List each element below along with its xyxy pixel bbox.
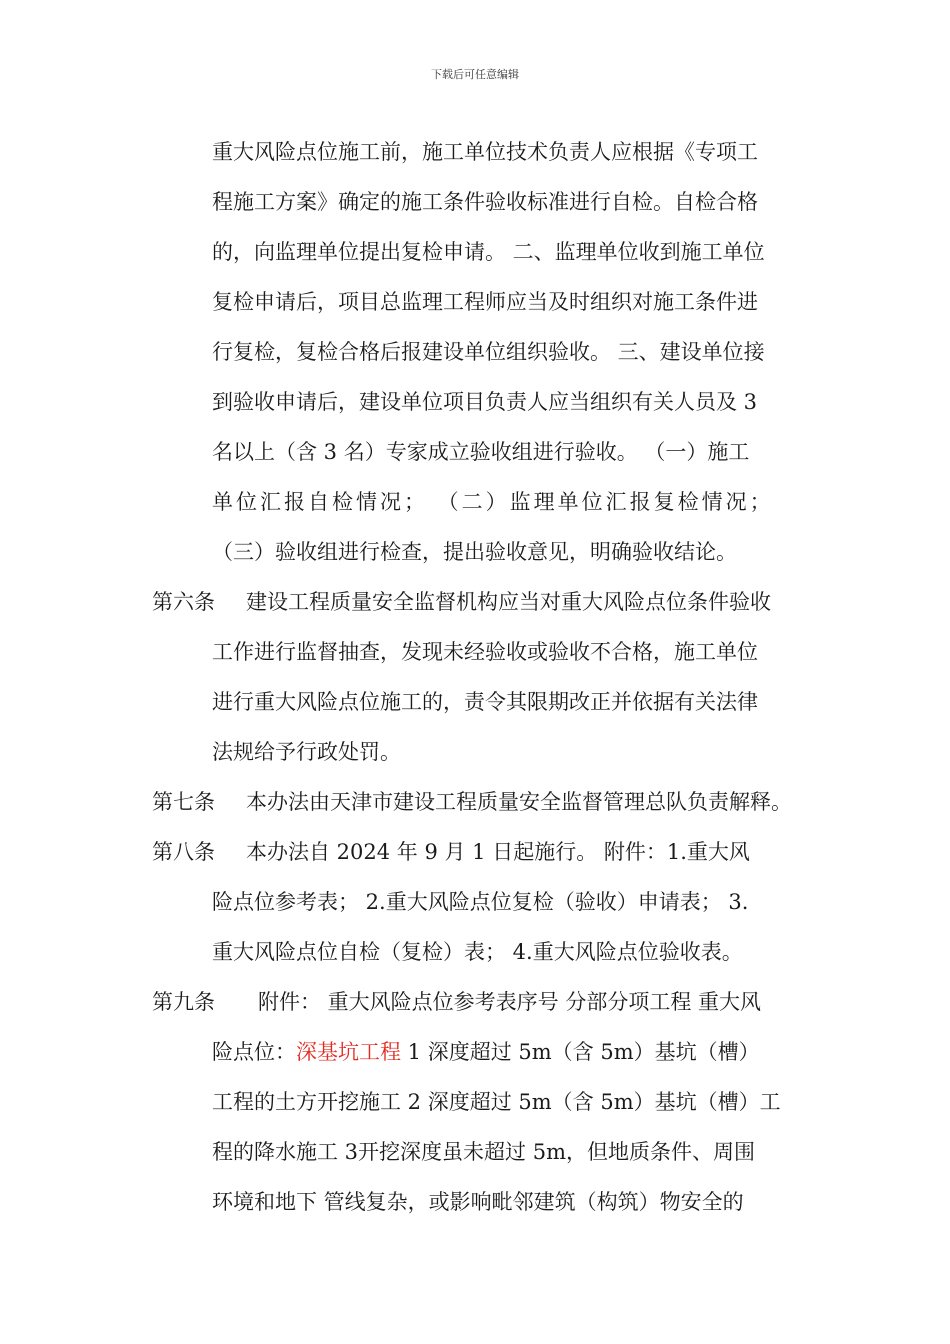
body-line: 重大风险点位施工前，施工单位技术负责人应根据《专项工 <box>212 140 758 164</box>
article-9-line: 环境和地下 管线复杂，或影响毗邻建筑（构筑）物安全的 <box>212 1190 744 1214</box>
article-9-line: 附件： 重大风险点位参考表序号 分部分项工程 重大风 <box>258 990 762 1014</box>
article-7-line: 本办法由天津市建设工程质量安全监督管理总队负责解释。 <box>246 790 792 814</box>
body-line: （三）验收组进行检查，提出验收意见，明确验收结论。 <box>212 540 737 564</box>
article-9-line-prefix: 险点位： <box>212 1040 296 1064</box>
article-8-label: 第八条 <box>152 840 215 864</box>
article-9-line: 工程的土方开挖施工 2 深度超过 5m（含 5m）基坑（槽）工 <box>212 1090 781 1114</box>
highlighted-term: 深基坑工程 <box>296 1040 401 1064</box>
body-line: 到验收申请后，建设单位项目负责人应当组织有关人员及 3 <box>212 390 758 414</box>
article-9-label: 第九条 <box>152 990 215 1014</box>
article-6-line: 建设工程质量安全监督机构应当对重大风险点位条件验收 <box>246 590 771 614</box>
article-6-label: 第六条 <box>152 590 215 614</box>
article-7-label: 第七条 <box>152 790 215 814</box>
article-8-line: 重大风险点位自检（复检）表； 4.重大风险点位验收表。 <box>212 940 743 964</box>
article-6-line: 工作进行监督抽查，发现未经验收或验收不合格，施工单位 <box>212 640 758 664</box>
page-header: 下载后可任意编辑 <box>431 68 519 81</box>
article-6-line: 法规给予行政处罚。 <box>212 740 401 764</box>
body-line: 复检申请后，项目总监理工程师应当及时组织对施工条件进 <box>212 290 758 314</box>
body-line: 程施工方案》确定的施工条件验收标准进行自检。自检合格 <box>212 190 758 214</box>
article-9-line: 程的降水施工 3开挖深度虽未超过 5m，但地质条件、周围 <box>212 1140 755 1164</box>
article-8-line: 本办法自 2024 年 9 月 1 日起施行。 附件：1.重大风 <box>246 840 750 864</box>
body-line: 的，向监理单位提出复检申请。 二、监理单位收到施工单位 <box>212 240 765 264</box>
body-line: 行复检，复检合格后报建设单位组织验收。 三、建设单位接 <box>212 340 765 364</box>
article-8-line: 险点位参考表； 2.重大风险点位复检（验收）申请表； 3. <box>212 890 749 914</box>
article-9-line <box>212 1038 760 1066</box>
body-line: 单位汇报自检情况； （二）监理单位汇报复检情况； <box>212 490 774 514</box>
article-6-line: 进行重大风险点位施工的，责令其限期改正并依据有关法律 <box>212 690 758 714</box>
body-line: 名以上（含 3 名）专家成立验收组进行验收。 （一）施工 <box>212 440 750 464</box>
article-9-line-suffix: 1 深度超过 5m（含 5m）基坑（槽） <box>401 1040 760 1064</box>
